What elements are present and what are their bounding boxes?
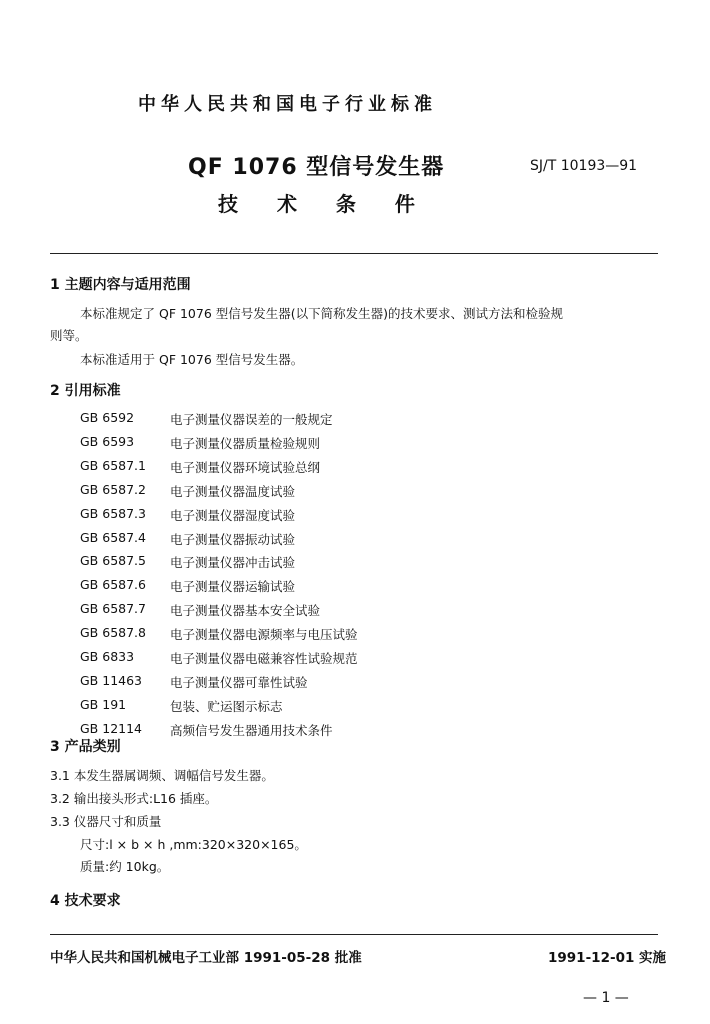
instrument-size: 尺寸:l × b × h ,mm:320×320×165。 <box>80 837 307 852</box>
reference-code: GB 6587.2 <box>80 482 146 497</box>
reference-title: 电子测量仪器环境试验总纲 <box>170 460 321 475</box>
reference-code: GB 6593 <box>80 434 135 449</box>
page-number: — 1 — <box>583 990 629 1006</box>
instrument-mass: 质量:约 10kg。 <box>80 859 170 874</box>
implementation-date: 1991-12-01 实施 <box>548 950 667 966</box>
reference-title: 电子测量仪器电源频率与电压试验 <box>170 627 358 642</box>
clause-3-3: 3.3 仪器尺寸和质量 <box>50 814 162 829</box>
reference-title: 电子测量仪器温度试验 <box>170 484 296 499</box>
reference-code: GB 6587.7 <box>80 601 146 616</box>
reference-code: GB 12114 <box>80 721 142 736</box>
clause-3-2: 3.2 输出接头形式:L16 插座。 <box>50 791 218 806</box>
reference-title: 电子测量仪器质量检验规则 <box>170 436 321 451</box>
document-subtitle: 技 术 条 件 <box>218 192 431 216</box>
reference-title: 电子测量仪器振动试验 <box>170 532 296 547</box>
issuing-body-header: 中华人民共和国电子行业标准 <box>138 94 437 115</box>
clause-3-1: 3.1 本发生器属调频、调幅信号发生器。 <box>50 768 274 783</box>
reference-code: GB 191 <box>80 697 127 712</box>
section-1-paragraph-1-line-1: 本标准规定了 QF 1076 型信号发生器(以下简称发生器)的技术要求、测试方法和检验规 <box>80 306 564 321</box>
section-1-paragraph-1-line-2: 则等。 <box>50 328 88 343</box>
reference-title: 电子测量仪器冲击试验 <box>170 555 296 570</box>
section-3-heading: 3 产品类别 <box>50 739 121 755</box>
reference-code: GB 6587.5 <box>80 553 146 568</box>
reference-title: 电子测量仪器基本安全试验 <box>170 603 321 618</box>
reference-title: 电子测量仪器电磁兼容性试验规范 <box>170 651 358 666</box>
reference-title: 电子测量仪器误差的一般规定 <box>170 412 333 427</box>
reference-code: GB 6587.3 <box>80 506 146 521</box>
reference-code: GB 6592 <box>80 410 135 425</box>
header-rule <box>50 253 658 254</box>
reference-title: 电子测量仪器可靠性试验 <box>170 675 308 690</box>
reference-title: 高频信号发生器通用技术条件 <box>170 723 333 738</box>
reference-code: GB 11463 <box>80 673 142 688</box>
reference-title: 电子测量仪器运输试验 <box>170 579 296 594</box>
reference-code: GB 6587.4 <box>80 530 146 545</box>
document-title: QF 1076 型信号发生器 <box>188 155 445 180</box>
reference-code: GB 6833 <box>80 649 135 664</box>
reference-code: GB 6587.6 <box>80 577 146 592</box>
section-1-paragraph-2: 本标准适用于 QF 1076 型信号发生器。 <box>80 352 304 367</box>
reference-title: 电子测量仪器湿度试验 <box>170 508 296 523</box>
reference-title: 包装、贮运图示标志 <box>170 699 283 714</box>
section-4-heading: 4 技术要求 <box>50 893 121 909</box>
reference-code: GB 6587.8 <box>80 625 146 640</box>
approval-note: 中华人民共和国机械电子工业部 1991-05-28 批准 <box>50 950 362 966</box>
reference-code: GB 6587.1 <box>80 458 146 473</box>
section-2-heading: 2 引用标准 <box>50 383 121 399</box>
section-1-heading: 1 主题内容与适用范围 <box>50 277 191 293</box>
standard-code: SJ/T 10193—91 <box>530 158 638 174</box>
footer-rule <box>50 934 658 935</box>
